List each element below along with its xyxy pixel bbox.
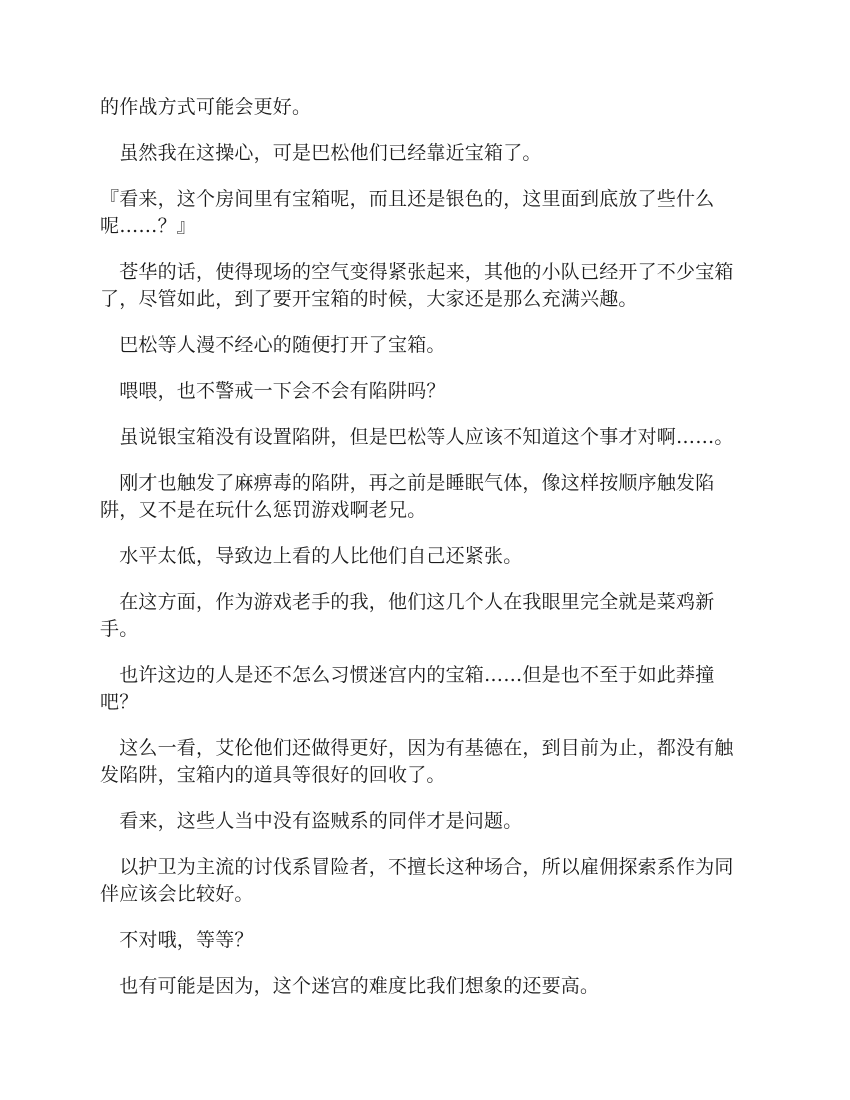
paragraph: 看来，这些人当中没有盗贼系的同伴才是问题。 [100, 810, 523, 832]
paragraph: 虽然我在这操心，可是巴松他们已经靠近宝箱了。 [100, 142, 542, 164]
paragraph: 在这方面，作为游戏老手的我，他们这几个人在我眼里完全就是菜鸡新手。 [100, 591, 715, 640]
paragraph: 喂喂，也不警戒一下会不会有陷阱吗？ [100, 380, 446, 402]
paragraph: 也许这边的人是还不怎么习惯迷宫内的宝箱……但是也不至于如此莽撞吧？ [100, 664, 715, 713]
paragraph: 刚才也触发了麻痹毒的陷阱，再之前是睡眠气体，像这样按顺序触发陷阱，又不是在玩什么惩罚游戏啊老兄。 [100, 472, 715, 521]
paragraph: 巴松等人漫不经心的随便打开了宝箱。 [100, 334, 446, 356]
paragraph: 不对哦，等等？ [100, 929, 254, 951]
paragraph: 以护卫为主流的讨伐系冒险者，不擅长这种场合，所以雇佣探索系作为同伴应该会比较好。 [100, 856, 734, 905]
paragraph: 虽说银宝箱没有设置陷阱，但是巴松等人应该不知道这个事才对啊……。 [100, 426, 734, 448]
paragraph: 苍华的话，使得现场的空气变得紧张起来，其他的小队已经开了不少宝箱了，尽管如此，到了要开宝箱的时候，大家还是那么充满兴趣。 [100, 261, 734, 310]
paragraph: 『看来，这个房间里有宝箱呢，而且还是银色的，这里面到底放了些什么呢……？』 [100, 188, 715, 237]
document-page [100, 94, 752, 1019]
paragraph: 的作战方式可能会更好。 [100, 96, 312, 118]
paragraph: 水平太低，导致边上看的人比他们自己还紧张。 [100, 545, 523, 567]
paragraph: 也有可能是因为，这个迷宫的难度比我们想象的还要高。 [100, 975, 600, 997]
paragraph: 这么一看，艾伦他们还做得更好，因为有基德在，到目前为止，都没有触发陷阱，宝箱内的道具等很好的回收了。 [100, 737, 734, 786]
